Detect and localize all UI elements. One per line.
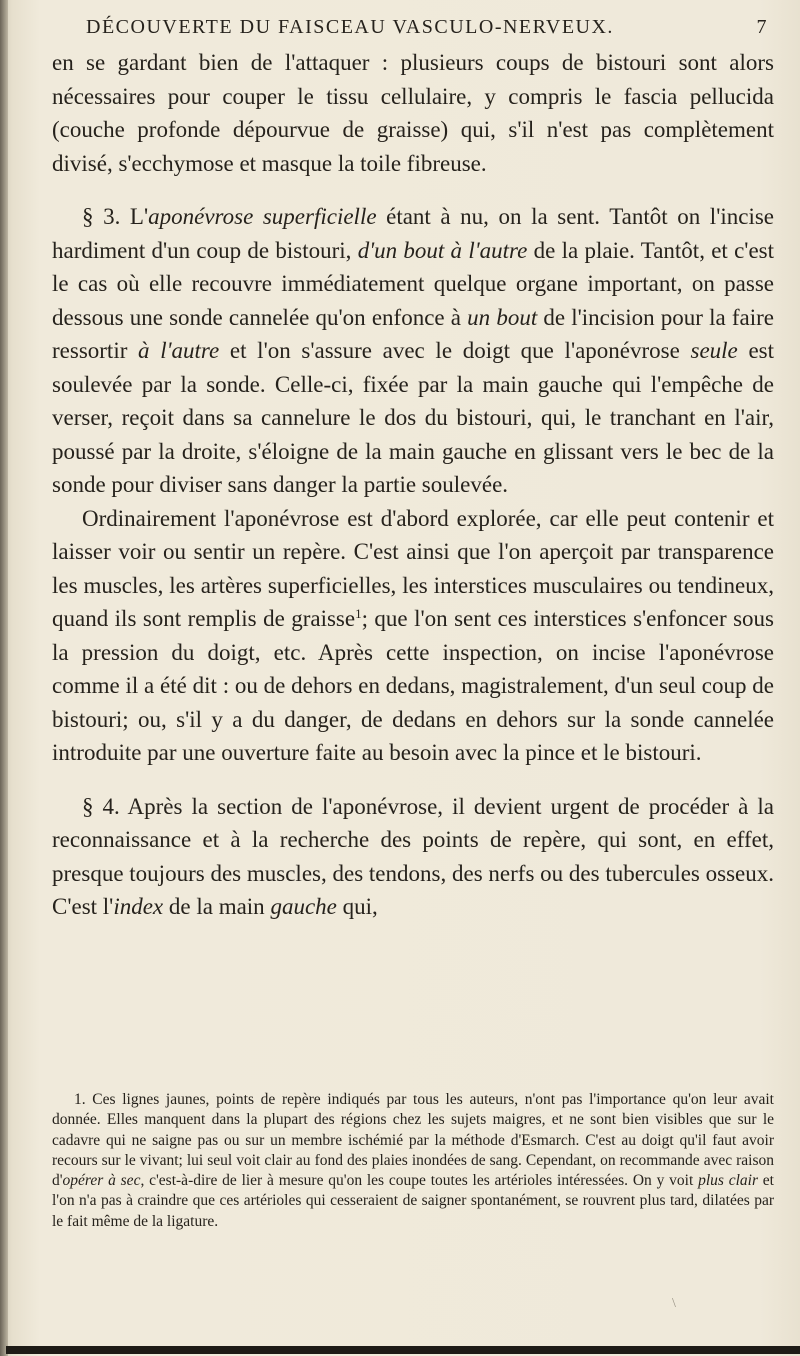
scan-bottom-edge (6, 1346, 800, 1354)
exploration-paragraph: Ordinairement l'aponévrose est d'abord explorée, car elle peut contenir et laisser voir ou sentir un repère. C'est ainsi que l'on aperçoit par transparence les muscles, les artères superficielles, les interstices musculaires ou tendineux, quand ils sont remplis de graisse$^1$; que l'on sent ces interstices s'enfoncer sous la pression du doigt, etc. Après cette inspection, on incise l'aponévrose comme il a été dit : ou de dehors en dedans, magistralement, d'un seul coup de bistouri; ou, s'il y a du danger, de dedans en dehors sur la sonde cannelée introduite par une ouverture faite au besoin avec la pince et le bistouri. (52, 505, 774, 765)
section-3-paragraph: § 3. L'aponévrose superficielle étant à nu, on la sent. Tantôt on l'incise hardiment d'un coup de bistouri, d'un bout à l'autre de la plaie. Tantôt, et c'est le cas où elle recouvre immédiatement quelque organe important, on passe dessous une sonde cannelée qu'on enfonce à un bout de l'incision pour la faire ressortir à l'autre et l'on s'assure avec le doigt que l'aponévrose seule est soulevée par la sonde. Celle-ci, fixée par la main gauche qui l'empêche de verser, reçoit dans sa cannelure le dos du bistouri, qui, le tranchant en l'air, poussé par la droite, s'éloigne de la main gauche en glissant vers le bec de la sonde pour diviser sans danger la partie soulevée. (52, 204, 774, 497)
running-header (56, 16, 768, 46)
footnote-1: 1. Ces lignes jaunes, points de repère indiqués par tous les auteurs, n'ont pas l'importance qu'on leur avait donnée. Elles manquent dans la plupart des régions chez les sujets maigres, et ne sont bien visibles que sur le cadavre qui ne saigne pas ou sur un membre ischémié par la méthode d'Esmarch. C'est au doigt qu'il faut avoir recours sur le vivant; lui seul voit clair au fond des plaies inondées de sang. Cependant, on recommande avec raison d'opérer à sec, c'est-à-dire de lier à mesure qu'on les coupe toutes les artérioles intéressées. On y voit plus clair et l'on n'a pas à craindre que ces artérioles qui cesseraient de saigner spontanément, se rouvrent plus tard, dilatées par le fait même de la ligature. (52, 1091, 774, 1230)
binding-edge (0, 0, 8, 1356)
main-text (52, 46, 774, 924)
section-3-marker: § 3. (82, 204, 121, 229)
section-4-paragraph: § 4. Après la section de l'aponévrose, il devient urgent de procéder à la reconnaissance et à la recherche des points de repère, qui sont, en effet, presque toujours des muscles, des tendons, des nerfs ou des tubercules osseux. C'est l'index de la main gauche qui, (52, 793, 774, 919)
footnote-number: 1. (74, 1091, 86, 1108)
footnotes (52, 1090, 774, 1232)
stray-mark: \ (672, 1296, 676, 1311)
footnote-reference[interactable]: 1 (355, 606, 362, 621)
paragraph-continuation: en se gardant bien de l'attaquer : plusieurs coups de bistouri sont alors nécessaires pour couper le tissu cellulaire, y compris le fascia pellucida (couche profonde dépourvue de graisse) qui, s'il n'est pas complètement divisé, s'ecchymose et masque la toile fibreuse. (52, 50, 774, 176)
term-aponevrose-superficielle: aponévrose superficielle (148, 204, 377, 229)
section-4-marker: § 4. (82, 793, 120, 819)
running-title: DÉCOUVERTE DU FAISCEAU VASCULO-NERVEUX. (86, 16, 614, 38)
page-number: 7 (756, 16, 768, 38)
